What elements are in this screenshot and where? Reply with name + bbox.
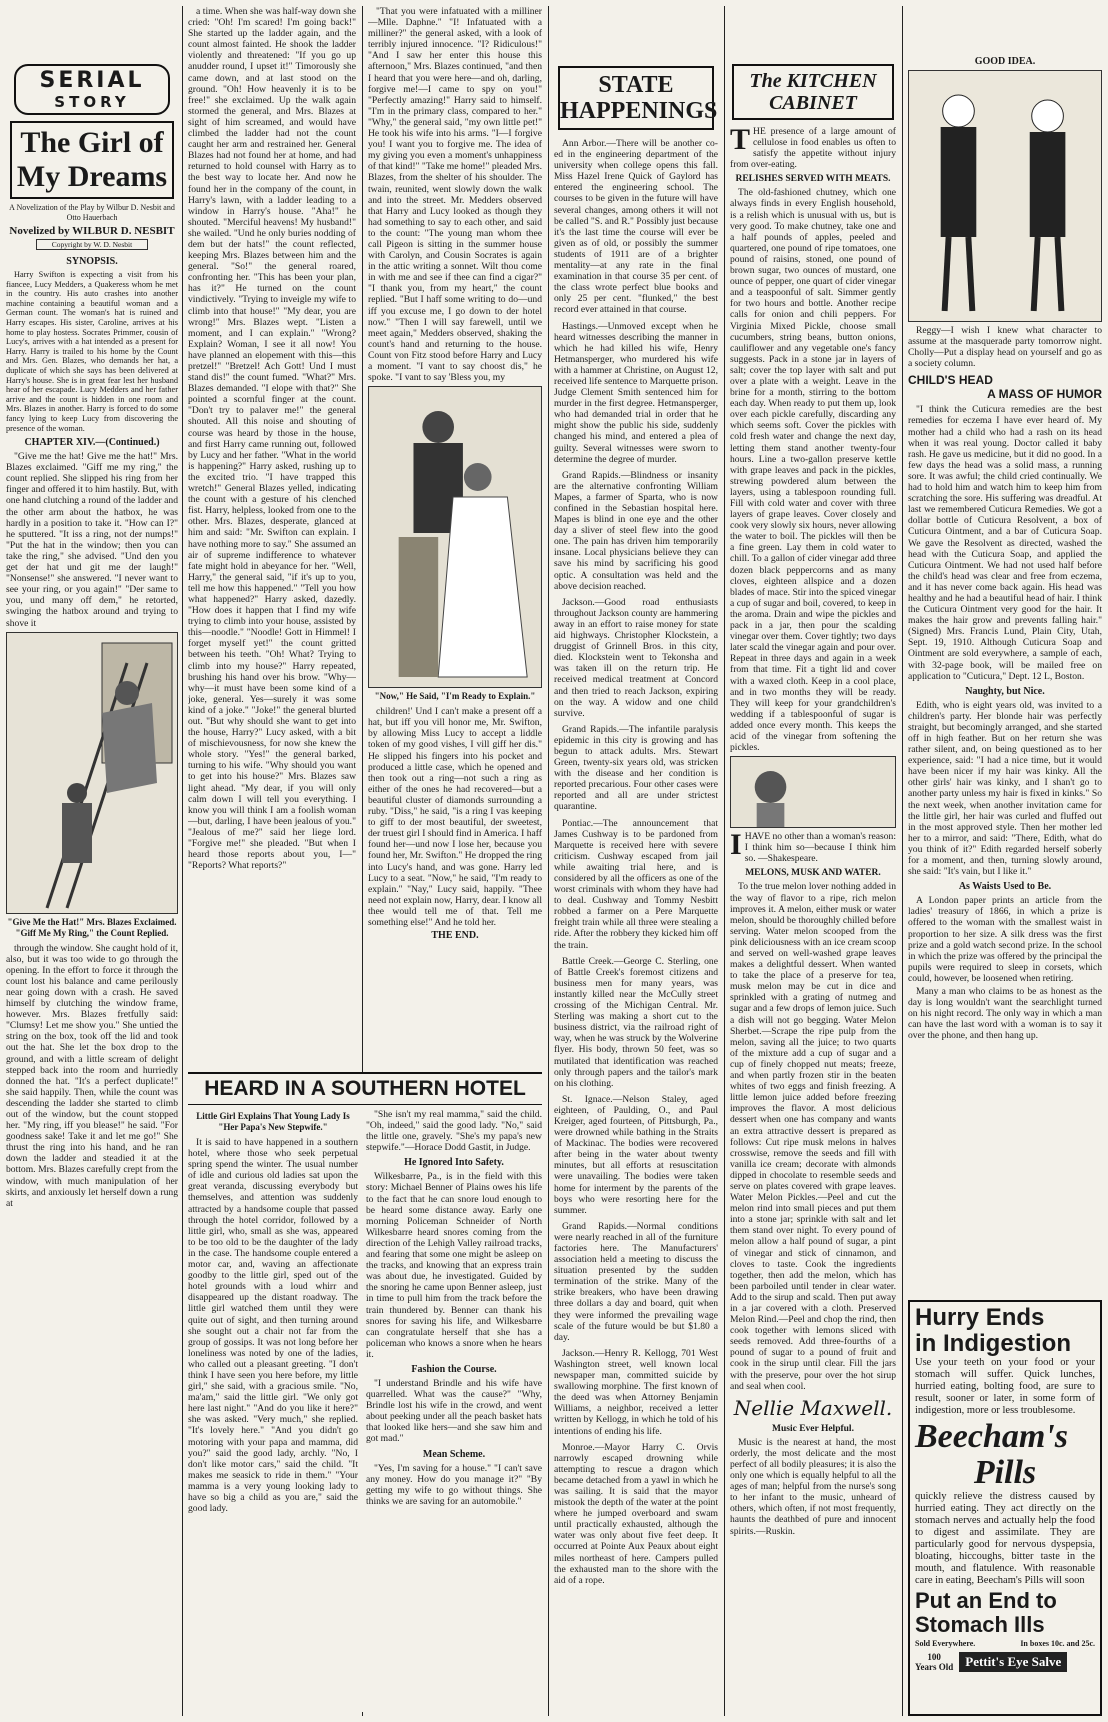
ad-boxes: In boxes 10c. and 25c. (1020, 1639, 1095, 1648)
synopsis-text: Harry Swifton is expecting a visit from his fiancee, Lucy Medders, a Quakeress whom he met in the country. His auto crashes into another machine containing a beautiful woman and a German count. The woman's hat is ruined and Harry escapes. His sister, Caroline, arrives at his home to play hostess. Socrates Primmer, cousin of Lucy's, arrives with a hat intended as a present for Harry. Harry is trailed to his home by the Count and Mrs. Gen. Blazes, who demands her hat, a duplicate of which she says has been delivered at Harry's house. She is in great fear lest her husband hear of her escapade. Lucy Medders and her father arrive and the count is hidden in one room and Mrs. Blazes in another. Harry is forced to do some fancy lying to keep Lucy from discovering the presence of the woman. (6, 270, 178, 433)
kitchen-title-line2: CABINET (769, 92, 857, 114)
ad-body-2: quickly relieve the distress caused by hurried eating. They act directly on the stomach nerves and actually help the food to digest and assimilate. They are particularly good for nervous dyspepsia, bloating, hiccoughs, bitter taste in the mouth, and flatulence. With reasonable care in eating, Beecham's Pills will soon (915, 1491, 1095, 1586)
ad-footer (915, 1639, 1095, 1648)
story-subtitle: A Novelization of the Play by Wilbur D. Nesbit and Otto Hauerbach (9, 203, 175, 222)
cartoon-caption: Reggy—I wish I knew what character to assume at the masquerade party tomorrow night. Cholly—Put a display head on yourself and go as a society column. (908, 325, 1102, 370)
fashion-heading: Fashion the Course. (411, 1363, 497, 1375)
state-title-line1: STATE (598, 72, 674, 98)
state-title-line2: HAPPENINGS (560, 98, 718, 124)
misc-text: Many a man who claims to be as honest as the day is long wouldn't want the searchlight turned on his night record. The only way in which a man can have the last word with a woman is to say it over the phone, and then hang up. (908, 985, 1102, 1042)
waists-text: A London paper prints an article from the ladies' treasury of 1866, in which a prize is offered to the woman with the smallest waist in proportion to her size. A silk dress was the first prize and a gold watch second prize. In the school in which the prize was offered by the principal the pupils were required to sleep in corsets, which could, however, be loosened when retiring. (908, 895, 1102, 984)
salve-years-label: Years Old (915, 1662, 954, 1672)
couple-illustration-caption: "Now," He Said, "I'm Ready to Explain." (374, 691, 536, 702)
column-rule (902, 6, 903, 1716)
story-text: children!' Und I can't make a present off a hat, but iff you vill honor me, Mr. Swifton, by allowing Miss Lucy to accept a liddle token of my good vishes, I vill giff her dis." He slipped his fingers into his pocket and produced a little case, which he opened and then took out a ring—not such a ring as either of the ones he had recovered—but a beautiful cluster of diamonds surrounding a ruby. "Diss," he said, "is a ring I vas keeping to giff to der most beautiful, der sweetest, der truest girl I should find in America. I haff found her—und now I lose her, because you found her, Mr. Swifton." He dropped the ring into Lucy's hand, and was gone. Harry led Lucy to a seat. "Now," he said, "I'm ready to explain." "Nay," Lucy said, happily. "Thee need not explain now, Harry, dear. I know all thee would tell me of that. Tell me something else!" And he told her. (368, 706, 542, 928)
serial-story-column (6, 6, 178, 1716)
ad-headline-1: Hurry Ends (915, 1304, 1045, 1331)
cuticura-heading-2: A MASS OF HUMOR (987, 387, 1102, 402)
dropcap: I (730, 828, 742, 862)
salve-brand: Pettit's Eye Salve (959, 1652, 1067, 1672)
state-item: Jackson.—Henry R. Kellogg, 701 West Washington street, well known local newspaper man, committed suicide by swallowing morphine. The first known of the deed was when Attorney Benjamin Williams, a neighbor, received a letter written by Kellogg, in which he told of his intentions of ending his life. (554, 1347, 718, 1437)
ad-brand-1: Beecham's (915, 1418, 1068, 1455)
state-item: Grand Rapids.—Normal conditions were nearly reached in all of the furniture factories here. The Manufacturers' association held a meeting to discuss the situation presented by the sudden termination of the strike. Many of the strike breakers, who have been drawing three dollars a day and board, quit when they were informed the prevailing wage scale of the future would be but $1.80 a day. (554, 1220, 718, 1343)
column-rule (724, 6, 725, 1716)
ad-headline-2: in Indigestion (915, 1330, 1071, 1357)
salve-ad (915, 1652, 1095, 1672)
scheme-text: "Yes, I'm saving for a house." "I can't save any money. How do you manage it?" "By getting my wife to go without things. She thinks we are saving for an automobile." (366, 1462, 542, 1507)
scheme-heading: Mean Scheme. (422, 1448, 486, 1460)
kitchen-intro-text: HE presence of a large amount of cellulose in food enables us often to satisfy the appetite without injury from over-eating. (730, 126, 896, 171)
music-text: Music is the nearest at hand, the most orderly, the most delicate and the most perfect of all bodily pleasures; it is also the only one which is equally helpful to all the ages of man; helpful from the nurse's song to her infant to the music, unheard of others, which often, if not most frequently, haunts the deathbed of pure and innocent spirits.—Ruskin. (730, 1436, 896, 1537)
state-item: Jackson.—Good road enthusiasts throughout Jackson county are hammering away in an effort to raise money for state aid highways. Christopher Klockstein, a druggist of Grinnell Bros. in this city, died. Klockstein went to Tekonsha and was taken ill on the return trip. He received medical treatment at Concord and then tried to reach Jackson, expiring on the way. A widow and one child survive. (554, 596, 718, 719)
music-heading: Music Ever Helpful. (772, 1423, 854, 1434)
kitchen-intro (730, 123, 896, 171)
story-text: "Give me the hat! Give me the hat!" Mrs. Blazes exclaimed. "Giff me my ring," the count replied. She slipped his ring from her finger and offered it to him hastily. But, with one hand clutching a round of the ladder and the other arm about the hatbox, he was hardly in a position to take it. "How can I?" he sputtered. "It iss a ring, not der numps!" "Put the hat in the window; then you can take the ring," she advised. "Und den you get der hat und git me der laugh!" "Nonsense!" she answered. "I never want to see your ring, or you again!" "Der same to you, und many off dem," he retorted, swinging the hatbox around and trying to shove it (6, 451, 178, 629)
dropcap: T (730, 123, 751, 156)
relish-heading: RELISHES SERVED WITH MEATS. (735, 174, 891, 185)
kitchen-title-line1: The KITCHEN (749, 70, 877, 92)
relish-text: The old-fashioned chutney, which one always finds in every English household, is a relish which is unusual with us, but is very good. To make chutney, take one and a half pounds of apples, peeled and quartered, one pound of ripe tomatoes, one pound of raisins, stoned, one pound of brown sugar, two ounces of mustard, one ounce of pepper, one quart of cider vinegar and a teaspoonful of salt. Simmer gently for two hours and bottle. Another recipe calls for onion and chili peppers. For Virginia Mixed Pickle, choose small cucumbers, string beans, button onions, cauliflower and any vegetable one's fancy suggests. Pack in a stone jar in layers of salt; cover the top layer with salt and put over a plate with a weight. Leave in the brine for a month, stirring to the bottom each day. When ready to put them up, look over each pickle carefully, discarding any which seems soft. Cover the pickles with cold fresh water and change the next day, letting them stand another twenty-four hours. Line a two-gallon preserve kettle with grape leaves and pack in the pickles, strewing powdered alum between the layers, using a tablespoon rounding full. Fill with cold water and cover with three layers of grape leaves. Cover closely and cook very slowly six hours, never allowing the water to boil. The pickles will then be a fine green. Lay them in cold water to chill. To a gallon of cider vinegar add three dozen black peppercorns and as many cloves, eighteen allspice and a dozen blades of mace. Stir into the spiced vinegar a cup of sugar and boil, covered, to keep in the aroma. Drain and wipe the pickles and pack in a jar, then pour the scalding vinegar over them. Cover tightly; two days later scald the vinegar again and pour over. Repeat in three days and again in a week from that time. Fit a tight lid and cover with a waxed cloth. Keep in a cool place, and in two months they will be ready. They will keep for your grandchildren's wedding if a tablespoonful of sugar is added once every month. This keeps the acid of the vinegar from softening the pickles. (730, 187, 896, 754)
story-label: STORY (54, 93, 130, 111)
naughty-heading: Naughty, but Nice. (965, 685, 1045, 697)
state-items-list (554, 138, 718, 1586)
cuticura-text: "I think the Cuticura remedies are the best remedies for eczema I have ever heard of. My mother had a child who had a rash on its head when it was real young. Doctor called it baby rash. He gave us medicine, but it did no good. In a few days the head was a solid mass, a running sore. It was awful; the child cried continually. We had to hold him and watch him to keep him from scratching the sore. His suffering was dreadful. At last we remembered Cuticura Remedies. We got a dollar bottle of Cuticura Resolvent, a box of Cuticura Ointment, and a bar of Cuticura Soap. We gave the Resolvent as directed, washed the head with the Cuticura Soap, and applied the Cuticura Ointment. We had not used half before the child's head was clear and free from eczema, and it has never come back again. His head was healthy and he had a beautiful head of hair. I think the Cuticura Ointment very good for the hair. It makes the hair grow and prevents falling hair." (Signed) Mrs. Francis Lund, Plain City, Utah, Sept. 19, 1910. Although Cuticura Soap and Ointment are sold everywhere, a sample of each, with 32-page book, will be mailed free on application to "Cuticura," Dept. 12 L, Boston. (908, 404, 1102, 682)
couple-illustration (368, 386, 542, 688)
ad-brand-2: Pills (973, 1454, 1037, 1491)
story-text: a time. When she was half-way down she cried: "Oh! I'm scared! I'm going back!" She started up the ladder again, and the count almost fainted. He shook the ladder violently and threatened: "If you go up anudder round, I upset it!" Timorously she came down, and at last stood on the ground. "Oh! How heavenly it is to be free!" she exclaimed. Up the walk again stormed the general, and Mrs. Blazes at sight of him screamed, and would have climbed the ladder had not the count caught her arm and restrained her. General Blazes had not found her at home, and had returned to hold counsel with Harry as to the best way to locate her. And now he found her in the company of the count, in Harry's lawn, with a ladder leading to a window in Harry's house. "Aha!" he shouted. "Merciful heavens! My husband!" she wailed. "Und he only buries nodding of dem but der hats!" the count reflected, keeping Mrs. Blazes between him and the general. "So!" the general roared, confronting her. "This has been your plan, has it?" He turned on the count vindictively. "Trying to inveigle my wife to climb into that house!" "My dear, you are wrong!" Mrs. Blazes wept. "Listen a moment, and I can explain." "Wrong? Explain? Woman, I see it all now! You have planned an elopement with this—this pretzel!" "Bretzel! Ach Gott! Und I must stand dis!" the count fumed. "What?" Mrs. Blazes demanded. "I elope with that?" She pointed a scornful finger at the count. "Don't try to palaver me!" the general shouted. All this noise and shouting of course was heard by those in the house, and first Harry came running out, followed by Lucy and her father. "What in the world is happening?" Harry asked, rushing up to the excited trio. "I have trapped this wretch!" General Blazes yelled, indicating the count with a gesture of his clenched fist. Harry, helpless, looked from one to the other. Mrs. Blazes, desperate, glanced at him and said: "Mr. Swifton can explain. I have nothing more to say." She assumed an air of supreme indifference to whatever fate might hold in abeyance for her. "Well, Harry," the general said, "if it's up to you, tell me how this happened." "Tell you how what happened?" Harry asked, dazedly. "How does it happen that I find my wife trying to climb into your house, assisted by this—noodle." "Noodle! Gott in Himmel! I forget myself yet!" the count gritted between his teeth. "Oh! What? Trying to climb into my house?" Harry repeated, brushing his hand over his brow. "Why—why—it must have been some kind of a joke, general. Yes—surely it was some kind of a joke." "Joke!" the general blurted out. "But why should she want to get into the house, Harry?" Lucy asked, with a bit of mischievousness, for now she knew the whole story. "Yes!" the general barked, turning to his wife. "Why should you want to get into his house?" Mrs. Blazes saw light ahead. "My dear, if you will only calm down I will tell you everything. I know you will think I am a foolish woman—but, darling, I have been jealous of you." "Jealous of me?" said her liege lord. "Forgive me!" she pleaded. "But when I heard those reports about you, I—" "Reports? What reports?" (188, 6, 356, 872)
serial-banner (14, 64, 170, 115)
column-rule (182, 6, 183, 1716)
column-rule (548, 6, 549, 1716)
cartoon-title: GOOD IDEA. (974, 56, 1036, 67)
woman-portrait-illustration (730, 756, 896, 828)
kitchen-quote-text: HAVE no other than a woman's reason: I think him so—because I think him so. —Shakespeare. (744, 831, 896, 865)
hotel-col-left (188, 1109, 358, 1516)
melon-heading: MELONS, MUSK AND WATER. (745, 868, 881, 879)
state-item: Hastings.—Unmoved except when he heard witnesses describing the manner in which he had killed his wife, Henry Hetmansperger, who murdered his wife with a hammer at Christine, on August 12, received life sentence to Marquette prison. Judge Clement Smith sentenced him for murder in the first degree. Hetmansperger, who had demanded trial in order that he might show the public his side, suddenly changed his mind, and entered a plea of guilty. Several witnesses were sworn to determine the degree of murder. (554, 320, 718, 465)
melon-text: To the true melon lover nothing added in the way of flavor to a ripe, rich melon improves it. A melon, either musk or water melon, should be thoroughly chilled before serving. Water melon scooped from the pink deliciousness with an ice cream scoop and served on well-washed grape leaves makes a delightful dessert. When wanted to take the place of a preserve for tea, musk melon may be cut in dice and sprinkled with a grating of nutmeg and sugar and a few drops of lemon juice. Such a dish will not go begging. Water Melon Sherbet.—Scrape the ripe pulp from the melon, saving all the juice; to two quarts of the mixture add a cup of sugar and a cup of finely chopped nut meats; freeze, and when partly frozen stir in the beaten whites of two eggs and finish freezing. A little lemon juice added before freezing improves the flavor. A most delicious dessert when one has company and wants an extra attractive dessert is prepared as follows: Cut ripe musk melons in halves crosswise, remove the seeds and fill with vanilla ice cream; decorate with almonds dipped in chocolate to resemble seeds and serve on plates covered with grape leaves. Water Melon Pickles.—Peel and cut the melon rind into small pieces and put them into a stone jar; sprinkle with salt and let them stand over night. To every pound of melon allow a half pound of sugar, a pint of vinegar and stick of cinnamon, and cloves to taste. Cook the ingredients together, then add the melon, which has been parboiled until tender in clear water. Add to the sirup and scald. Then put away in a jar covered with a cloth. Preserved Melon Rind.—Peel and chop the rind, then cook together with lemons sliced with seeds removed. Add three-fourths of a pound of sugar to a pound of fruit and cook in the sirup until clear. Fill the jars with the preserve, pour over the hot sirup and seal when cool. (730, 881, 896, 1392)
naughty-text: Edith, who is eight years old, was invited to a children's party. Her blonde hair was perfectly straight, but becomingly arranged, and she started off in high feather. But on her return she was rather silent, and, on being questioned as to her experience, said: "I had a nice time, but it would have been nicer if my hair was kinky. All the other girls' hair was kinky, and I shan't go to another party unless my hair is fixed in kinks." So the next week, when another invitation came for the little girl, her hair was curled and fluffed out in the most approved style. Then her mother led her to a mirror, and said: "There, Edith, what do you think of it?" Edith regarded herself soberly for a moment, and then, turning slowly around, she said: "It's vain, but I like it." (908, 699, 1102, 878)
state-happenings-column (554, 6, 718, 1716)
hotel-headline: HEARD IN A SOUTHERN HOTEL (188, 1072, 542, 1105)
ladder-illustration-caption: "Give Me the Hat!" Mrs. Blazes Exclaimed. "Giff Me My Ring," the Count Replied. (7, 916, 177, 938)
salve-years-number: 100 (927, 1652, 941, 1662)
hotel-text: It is said to have happened in a southern hotel, where those who seek perpetual spring spend the winter. The usual number of idle and curious old ladies sat upon the great veranda, discussing everybody but themselves, and attention was suddenly attracted by a handsome couple that passed through the hotel corridor, followed by a little girl, who, small as she was, appeared to be too old to be the daughter of the lady in the case. The handsome couple entered a motor car, and, waving an affectionate goodby to the little girl, sped out of the hotel grounds with a loud whirr and disappeared up the distant roadway. The little girl watched them until they were quite out of sight, and then turning around she sought out a chair not far from the group of gossips. It was not long before her loneliness was noted by one of the ladies, who called out a pleasant greeting. "I don't think I have seen you here before, my little girl," she said, with a gracious smile. "No, ma'am," said the little girl. "We only got here last night." "And do you like it here?" she was asked. "Very much," she replied. "It's lovely here." "And you didn't go motoring with your papa and mamma, did you?" said the good lady, archly. "No, I don't like motor cars," said the child. "It makes me seasick to ride in them." "Your mamma is a very young looking lady to have so big a child as you are," said the good lady. (188, 1137, 358, 1515)
ad-headline-3: Put an End to (915, 1588, 1057, 1613)
the-end: THE END. (431, 930, 479, 942)
ignored-heading: He Ignored Into Safety. (404, 1157, 504, 1169)
story-title-box (10, 121, 174, 199)
copyright-notice: Copyright by W. D. Nesbit (36, 239, 148, 250)
story-text: "That you were infatuated with a milliner—Mlle. Daphne." "I! Infatuated with a milliner?" the general asked, with a look of terribly injured innocence. "I? Ridiculous!" "And I saw her enter this house this afternoon," Mrs. Blazes continued, "and then I heard that you were here—and oh, darling, forgive me!—I came to spy on you!" "Perfectly amazing!" Harry said to himself. "I'm in the primary class, compared to her." "Why," the general said, "my own little pet!" He took his wife into his arms. "I—I forgive you! I want you to forgive me. The idea of my giving you even a moment's unhappiness of that kind!" "Take me home!" pleaded Mrs. Blazes, from the shelter of his shoulder. The twain, reunited, went slowly down the walk and into the street. Mr. Medders observed that Harry and Lucy looked as though they had something to say to each other, and said to the count: "The young man whom thee call Pigeon is sitting in the summer house with Carolyn, and Cousin Socrates is again in the attic writing a sonnet. Wilt thou come in with me and see if thee can find a cigar?" "I thank you, from my heart," the count replied. "But I haff some writing to do—und iff you excuse me, I go down to der hotel now." "Then I will say farewell, until we meet again," Medders observed, shaking the count's hand and returning to the house. Count von Fitz stood before Harry and Lucy a moment. "I vant to say choost dis," he spoke. "I vant to say 'Bless you, my (368, 6, 542, 384)
ignored-text: Wilkesbarre, Pa., is in the field with this story: Michael Benner of Plains owes his life to the fact that he can snore loud enough to be heard some distance away. Early one morning Policeman Schneider of North Wilkesbarre heard snores coming from the direction of the Lehigh Valley railroad tracks, and fearing that some one might be asleep on the tracks, and knowing that an express train was about due, he investigated. Guided by the snoring he came upon Benner asleep, just in time to pull him from the track before the train thundered by. Benner can thank his snores for saving his life, and Wilkesbarre can congratulate herself that she has a policeman who knows a snore when he hears it. (366, 1171, 542, 1360)
chapter-heading: CHAPTER XIV.—(Continued.) (24, 437, 160, 449)
signature: Nellie Maxwell. (733, 1395, 893, 1420)
kitchen-quote (730, 828, 896, 865)
ad-headline-4: Stomach Ills (915, 1612, 1045, 1637)
hotel-col-right (366, 1109, 542, 1516)
hotel-subhead: Little Girl Explains That Young Lady Is "Her Papa's New Stepwife." (196, 1111, 350, 1132)
cartoon-illustration (908, 70, 1102, 322)
serial-label: SERIAL (39, 68, 145, 93)
hotel-article (188, 1072, 542, 1712)
story-title-line2: My Dreams (16, 160, 168, 193)
state-item: Grand Rapids.—Blindness or insanity are the alternative confronting William Mapes, a farmer of Sparta, who is now confined in the Sebastian hospital here. Mapes is blind in one eye and the other day a sliver of steel flew into the good one. The pain has driven him temporarily insane. Local physicians believe they can save his mind by sacrificing his good optic. A consultation was held and the above decision reached. (554, 469, 718, 592)
ad-sold: Sold Everywhere. (915, 1639, 976, 1648)
story-byline: Novelized by WILBUR D. NESBIT (9, 225, 175, 237)
cuticura-heading-1: CHILD'S HEAD (908, 373, 993, 388)
story-text-continued: through the window. She caught hold of it, also, but it was too wide to go through the opening. In the effort to force it through the count lost his balance and came perilously near going down with a crash. He saved himself by clutching the window frame, however. Mrs. Blazes fretfully said: "Clumsy! Let me show you." She untied the string on the box, took off the lid and took out the hat. She let the box drop to the ground, and with a little scream of delight stepped back into the room and hurriedly donned the hat. "It's a perfect duplicate!" she said happily. Then, while the count was descending the ladder she started to climb out of the window, but the count stopped her. "My ring, iff you blease!" he said. "For goodness sake! Take it and let me go!" She thrust the ring into his hand, and he ran down the ladder and steadied it at the bottom. Mrs. Blazes carefully crept from the window, with much manipulation of her skirts, and anxiously let herself down a rung at (6, 942, 178, 1209)
state-item: Ann Arbor.—There will be another co-ed in the engineering department of the university when college opens this fall. Miss Hazel Irene Quick of Gaylord has entered the engineering school. The courses to be given in the future will have several changes, among others it will not be called "S. and R." Possibly just because it's the last time the course will ever be given as of old, or possibly the summer students of 1911 are of a brighter mentality—at any rate in the final examination in that course 35 per cent. of the class wrote perfect blue books and only 25 per cent. "flunked," the best record ever attained in that course. (554, 138, 718, 316)
kitchen-cabinet-title (732, 64, 894, 120)
ladder-illustration (6, 632, 178, 914)
waists-heading: As Waists Used to Be. (958, 881, 1052, 893)
state-happenings-title (558, 66, 718, 130)
synopsis-heading: SYNOPSIS. (66, 256, 118, 267)
beechams-ad (908, 1300, 1102, 1716)
kitchen-cabinet-column (730, 6, 896, 1716)
hotel-text-end: "She isn't my real mamma," said the child. "Oh, indeed," said the good lady. "No," said the little one, gravely. "She's my papa's new stepwife."—Horace Dodd Gastit, in Judge. (366, 1109, 542, 1154)
state-item: Grand Rapids.—The infantile paralysis epidemic in this city is growing and has begun to attack adults. Mrs. Stewart Green, twenty-six years old, was stricken with the disease and her condition is reported precarious. Four other cases were reported and all are under strictest quarantine. (554, 723, 718, 813)
state-item: Pontiac.—The announcement that James Cushway is to be pardoned from Marquette is received here with severe criticism. Cushway escaped from jail while awaiting trial here, and is considered by all the officers as one of the worst criminals with whom they have had to deal. Cushway and Tommy Nesbitt robbed a farmer on a Pere Marquette freight train while all three were stealing a ride. After the robbery they kicked him off the train. (554, 817, 718, 951)
fashion-text: "I understand Brindle and his wife have quarrelled. What was the cause?" "Why, Brindle lost his wife in the crowd, and went about peeking under all the peach basket hats that looked like hers—and she saw him and got mad." (366, 1377, 542, 1445)
ad-body-1: Use your teeth on your food or your stomach will suffer. Quick lunches, hurried eating, bolting food, are sure to result, sooner or later, in some form of indigestion, more or less troublesome. (915, 1357, 1095, 1416)
state-item: Monroe.—Mayor Harry C. Orvis narrowly escaped drowning while attempting to rescue a dragon which became detached from a yawl in which he was sailing. It is said that the mayor mistook the depth of the water at the point where he jumped overboard and swam until practically exhausted, although the water was only about five feet deep. It occurred at Pointe Aux Peaux about eight miles northeast of here. Campers pulled the exhausted man to the shore with the aid of a rope. (554, 1441, 718, 1586)
state-item: Battle Creek.—George C. Sterling, one of Battle Creek's foremost citizens and business men for many years, was instantly killed near the McCully street crossing of the Michigan Central. Mr. Sterling was making a short cut to the business district, via the railroad right of way, when he was struck by the Wolverine flyer. His body, thrown 50 feet, was so mutilated that identification was reached only through papers and the tailor's mark on his clothing. (554, 955, 718, 1089)
story-title-line1: The Girl of (20, 126, 164, 159)
state-item: St. Ignace.—Nelson Staley, aged eighteen, of Paulding, O., and Paul Kreiger, aged fourteen, of Pittsburgh, Pa., were drowned while bathing in the Straits of Mackinac. The bodies were recovered after being in the water about twenty minutes, but all efforts at resuscitation were unavailing. The bodies were taken home for interment by the parents of the boys who were resorting here for the summer. (554, 1093, 718, 1216)
